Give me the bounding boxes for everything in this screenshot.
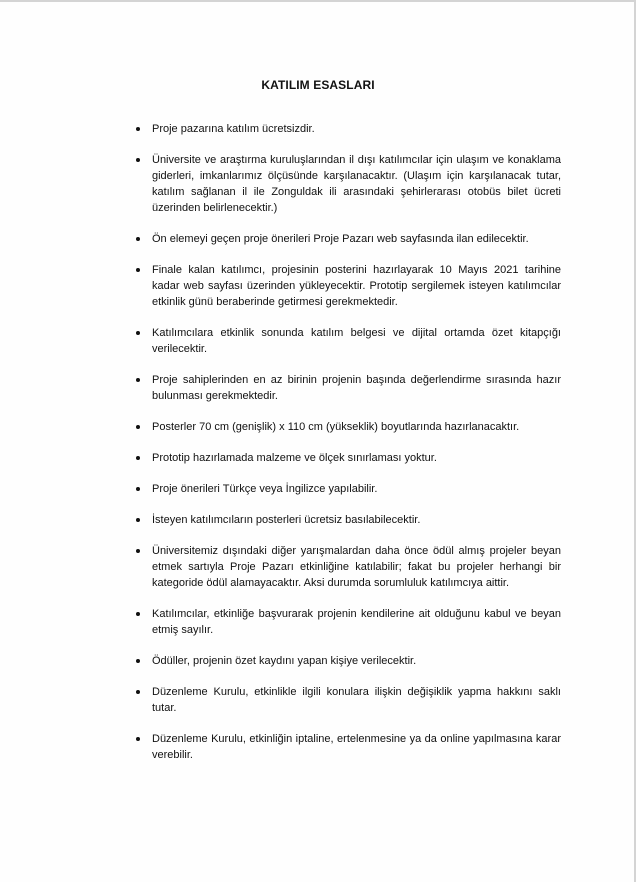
rule-text: Proje sahiplerinden en az birinin projenin başında değerlendirme sırasında hazır bulunması gerekmektedir. [152,374,561,402]
bullet-icon [136,690,140,694]
document-title: KATILIM ESASLARI [261,78,375,92]
rule-text: Üniversitemiz dışındaki diğer yarışmalardan daha önce ödül almış projeler beyan etmek sartıyla Proje Pazarı etkinliğine katılabilir; fakat bu projeler herhangi bir kategoride ödül alamayacaktır. Aksi durumda sorumluluk katılımcıya aittir. [152,545,561,589]
rule-item [131,231,561,247]
rule-item [131,262,561,310]
rule-text: Üniversite ve araştırma kuruluşlarından il dışı katılımcılar için ulaşım ve konaklama giderleri, imkanlarımız ölçüsünde karşılanacaktır. (Ulaşım için karşılanacak tutar, katılım sağlanan il ile Zonguldak ili arasındaki şehirlerarası otobüs bilet ücreti üzerinden belirlenecektir.) [152,154,561,214]
rule-text: Katılımcılar, etkinliğe başvurarak projenin kendilerine ait olduğunu kabul ve beyan etmiş sayılır. [152,608,561,636]
rule-item [131,481,561,497]
bullet-icon [136,378,140,382]
rule-item [131,419,561,435]
bullet-icon [136,456,140,460]
bullet-icon [136,487,140,491]
bullet-icon [136,127,140,131]
rule-text: Finale kalan katılımcı, projesinin posterini hazırlayarak 10 Mayıs 2021 tarihine kadar web sayfası üzerinden yükleyecektir. Prototip sergilemek isteyen katılımcılar etkinlik günü beraberinde getirmesi gerekmektedir. [152,264,561,308]
rule-item [131,731,561,763]
rules-list [131,121,561,778]
rule-text: Posterler 70 cm (genişlik) x 110 cm (yükseklik) boyutlarında hazırlanacaktır. [152,421,520,433]
rule-item [131,543,561,591]
rule-text: Proje pazarına katılım ücretsizdir. [152,123,315,135]
rule-text: Proje önerileri Türkçe veya İngilizce yapılabilir. [152,483,378,495]
bullet-icon [136,425,140,429]
rule-text: Ödüller, projenin özet kaydını yapan kişiye verilecektir. [152,655,417,667]
rule-item [131,325,561,357]
rule-item [131,512,561,528]
rule-item [131,152,561,216]
bullet-icon [136,659,140,663]
bullet-icon [136,612,140,616]
bullet-icon [136,268,140,272]
rule-item [131,684,561,716]
rule-item [131,372,561,404]
rule-item [131,121,561,137]
rule-item [131,450,561,466]
rule-text: Ön elemeyi geçen proje önerileri Proje Pazarı web sayfasında ilan edilecektir. [152,233,529,245]
rule-text: Prototip hazırlamada malzeme ve ölçek sınırlaması yoktur. [152,452,437,464]
rule-text: Katılımcılara etkinlik sonunda katılım belgesi ve dijital ortamda özet kitapçığı verilecektir. [152,327,561,355]
rule-item [131,606,561,638]
bullet-icon [136,158,140,162]
bullet-icon [136,737,140,741]
bullet-icon [136,331,140,335]
rule-text: Düzenleme Kurulu, etkinlikle ilgili konulara ilişkin değişiklik yapma hakkını saklı tutar. [152,686,561,714]
rule-text: Düzenleme Kurulu, etkinliğin iptaline, ertelenmesine ya da online yapılmasına karar verebilir. [152,733,561,761]
bullet-icon [136,518,140,522]
rule-item [131,653,561,669]
bullet-icon [136,237,140,241]
rule-text: İsteyen katılımcıların posterleri ücretsiz basılabilecektir. [152,514,421,526]
bullet-icon [136,549,140,553]
